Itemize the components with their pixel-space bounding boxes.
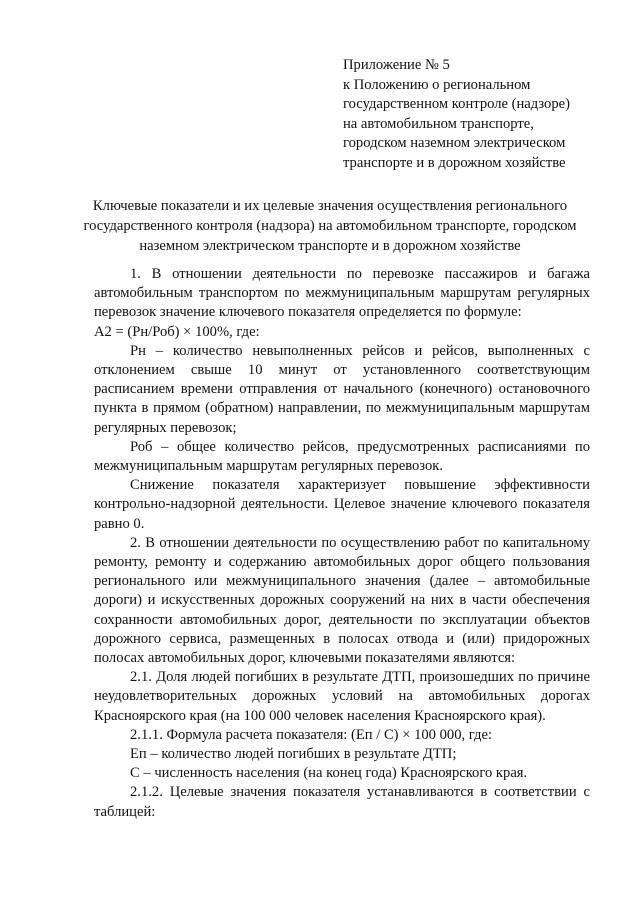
definition-c: С – численность населения (на конец года) Красноярского края. bbox=[130, 765, 528, 782]
paragraph-2-1: 2.1. Доля людей погибших в результате ДТП, произошедших по причине неудовлетворительных дорожных условий на автомобильных дорогах Красноярского края (на 100 000 человек населения Красноярского края). bbox=[94, 669, 590, 724]
paragraph-2-1-2: 2.1.2. Целевые значения показателя устанавливаются в соответствии с таблицей: bbox=[94, 784, 590, 820]
formula-a2: А2 = (Рн/Роб) × 100%, где: bbox=[94, 323, 260, 340]
definition-ep: Еп – количество людей погибших в результате ДТП; bbox=[130, 746, 457, 763]
appendix-line: транспорте и в дорожном хозяйстве bbox=[343, 154, 566, 171]
document-body bbox=[94, 265, 590, 822]
appendix-line: на автомобильном транспорте, bbox=[343, 115, 534, 132]
appendix-line: государственном контроле (надзоре) bbox=[343, 96, 570, 113]
paragraph-2: 2. В отношении деятельности по осуществлению работ по капитальному ремонту, ремонту и содержанию автомобильных дорог общего пользования регионального или межмуниципального значения (далее – автомобильные дороги) и искусственных дорожных сооружений на них в части обеспечения сохранности автомобильных дорог, деятельности по эксплуатации объектов дорожного сервиса, размещенных в полосах отвода и (или) придорожных полосах автомобильных дорог, ключевыми показателями являются: bbox=[94, 534, 590, 667]
decrease-note: Снижение показателя характеризует повышение эффективности контрольно-надзорной деятельности. Целевое значение ключевого показателя равно 0. bbox=[94, 477, 590, 532]
paragraph-2-1-1: 2.1.1. Формула расчета показателя: (Еп / С) × 100 000, где: bbox=[130, 726, 493, 743]
appendix-line: городском наземном электрическом bbox=[343, 135, 566, 152]
definition-rn: Рн – количество невыполненных рейсов и рейсов, выполненных с отклонением свыше 10 минут от установленного соответствующим расписанием времени отправления от начального (конечного) остановочного пункта в прямом (обратном) направлении, по межмуниципальным маршрутам регулярных перевозок; bbox=[94, 342, 590, 436]
appendix-line: к Положению о региональном bbox=[343, 76, 531, 93]
appendix-header bbox=[343, 56, 623, 174]
appendix-line: Приложение № 5 bbox=[343, 57, 450, 73]
document-title: Ключевые показатели и их целевые значения осуществления регионального государственного контроля (надзора) на автомобильном транспорте, городском наземном электрическом транспорте и в дорожном хозяйстве bbox=[83, 198, 577, 254]
paragraph-1: 1. В отношении деятельности по перевозке пассажиров и багажа автомобильным транспортом по межмуниципальным маршрутам регулярных перевозок значение ключевого показателя определяется по формуле: bbox=[94, 266, 590, 321]
definition-rob: Роб – общее количество рейсов, предусмотренных расписаниями по межмуниципальным маршрутам регулярных перевозок. bbox=[94, 438, 590, 475]
